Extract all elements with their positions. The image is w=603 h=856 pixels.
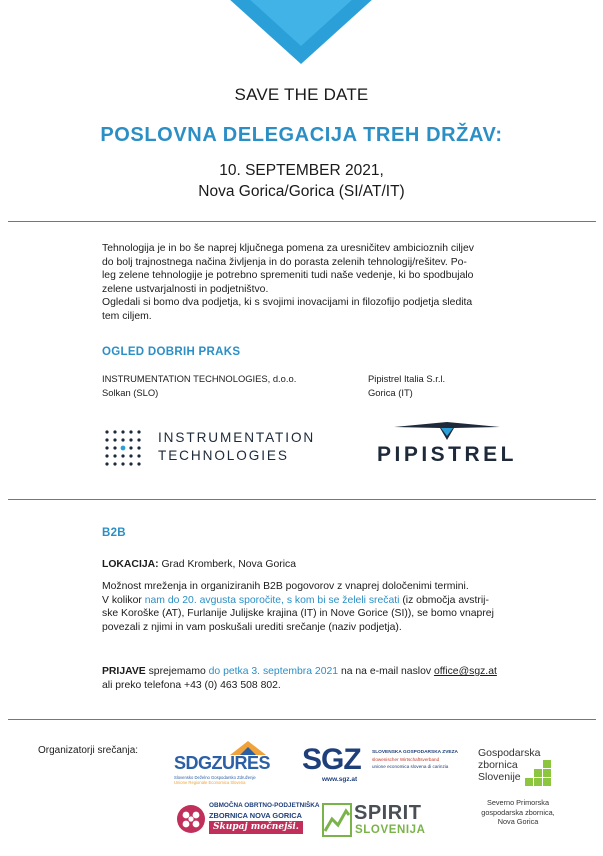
divider xyxy=(8,499,596,500)
gzs-squares-icon xyxy=(524,760,552,788)
registration-info xyxy=(102,665,552,692)
company-instrumentation xyxy=(102,372,296,400)
sdgz-sub2: Unione Regionale Economica Slovena xyxy=(174,780,246,785)
spirit-emblem-icon xyxy=(322,803,352,837)
spirit-slovenija-logo xyxy=(322,803,442,841)
sgz-logo xyxy=(302,745,482,785)
b2b-location xyxy=(102,558,542,572)
intro-line: zelene ustvarjalnosti in podjetništvo. xyxy=(102,283,269,295)
sdgz-sub1: Slovensko Deželno Gospodarsko Združenje xyxy=(174,775,256,780)
intro-line: tem ciljem. xyxy=(102,310,152,322)
b2b-line: Možnost mreženja in organiziranih B2B pogovorov z vnaprej določenimi termini. xyxy=(102,581,469,592)
apply-text: na na e-mail naslov xyxy=(338,666,434,677)
logo-text-line1: INSTRUMENTATION xyxy=(158,430,316,445)
logo-text-line2: TECHNOLOGIES xyxy=(158,448,289,463)
location-label: LOKACIJA: xyxy=(102,559,159,570)
intro-line: leg zelene tehnologije je potrebno spremeniti tudi naše vedenje, ki bo spodbujalo xyxy=(102,270,474,282)
sgz-sub3: unione economica slovena di carinzia xyxy=(372,764,449,769)
gzs-line: Gospodarska xyxy=(478,747,541,759)
company-pipistrel xyxy=(368,372,445,400)
b2b-highlight: nam do 20. avgusta sporočite, s kom bi se želeli srečati xyxy=(144,594,400,606)
registration-line xyxy=(102,665,552,679)
intro-line: do bolj trajnostnega načina življenja in do porasta zelenih tehnologij/rešitev. Po- xyxy=(102,256,467,268)
page-title: POSLOVNA DELEGACIJA TREH DRŽAV: xyxy=(100,124,503,146)
chevron-down-graphic xyxy=(228,0,374,64)
email-link[interactable]: office@sgz.at xyxy=(433,666,497,677)
oozng-line1: OBMOČNA OBRTNO-PODJETNIŠKA xyxy=(209,802,320,809)
pipistrel-logo xyxy=(366,420,528,466)
organizers-label: Organizatorji srečanja: xyxy=(38,745,139,756)
b2b-line xyxy=(102,594,542,608)
instrumentation-technologies-logo xyxy=(104,427,316,467)
gzs-sub: Nova Gorica xyxy=(497,817,539,826)
intro-line: Tehnologija je in bo še naprej ključnega pomena za uresničitev ambicioznih ciljev xyxy=(102,243,474,254)
apply-deadline: do petka 3. septembra 2021 xyxy=(208,666,339,677)
divider xyxy=(8,221,596,222)
oozng-slogan: Skupaj močnejši. xyxy=(209,821,303,834)
oozng-emblem-icon xyxy=(176,804,206,834)
dots-grid-icon xyxy=(104,429,142,467)
oozng-logo xyxy=(176,802,320,842)
gzs-logo xyxy=(478,747,588,787)
b2b-text: V kolikor xyxy=(102,594,145,606)
wing-icon xyxy=(394,420,500,442)
save-the-date: SAVE THE DATE xyxy=(234,85,369,104)
event-date: 10. SEPTEMBER 2021, xyxy=(219,162,384,179)
intro-paragraph xyxy=(102,242,542,324)
gzs-sub: Severno Primorska xyxy=(486,798,550,807)
oozng-line2: ZBORNICA NOVA GORICA xyxy=(209,811,302,820)
gzs-subtitle xyxy=(468,798,568,827)
sgz-sub2: slowenischer Wirtschaftsverband xyxy=(372,757,440,762)
company-name: Pipistrel Italia S.r.l. xyxy=(368,373,446,384)
sdgz-wordmark: SDGZURES xyxy=(174,753,271,773)
sgz-sub1: SLOVENSKA GOSPODARSKA ZVEZA xyxy=(372,750,458,755)
event-place: Nova Gorica/Gorica (SI/AT/IT) xyxy=(198,183,405,200)
sgz-wordmark: SGZ xyxy=(302,743,361,776)
apply-label: PRIJAVE xyxy=(102,666,146,677)
sdgz-ures-logo xyxy=(174,741,270,787)
pipistrel-wordmark: PIPISTREL xyxy=(376,443,518,466)
spirit-sub: SLOVENIJA xyxy=(355,824,426,836)
company-location: Gorica (IT) xyxy=(368,387,413,398)
divider xyxy=(8,719,596,720)
good-practice-title: OGLED DOBRIH PRAKS xyxy=(102,346,241,358)
apply-text: sprejemamo xyxy=(145,666,209,677)
b2b-text: (iz območja avstrij- xyxy=(399,594,489,606)
gzs-line: zbornica xyxy=(478,759,518,771)
b2b-title: B2B xyxy=(102,527,126,539)
b2b-line: povezali z njimi in vam poskušali urediti srečanje (naziv podjetja). xyxy=(102,621,402,633)
company-name: INSTRUMENTATION TECHNOLOGIES, d.o.o. xyxy=(102,373,297,384)
company-location: Solkan (SLO) xyxy=(102,387,159,398)
spirit-wordmark: SPIRIT xyxy=(354,802,422,824)
b2b-paragraph xyxy=(102,580,542,634)
intro-line: Ogledali si bomo dva podjetja, ki s svojimi inovacijami in filozofijo podjetja sledita xyxy=(102,297,473,309)
gzs-line: Slovenije xyxy=(478,771,521,783)
sgz-web: www.sgz.at xyxy=(322,776,358,783)
location-value: Grad Kromberk, Nova Gorica xyxy=(158,559,297,570)
gzs-sub: gospodarska zbornica, xyxy=(481,807,555,817)
b2b-line: ske Koroške (AT), Furlanije Julijske krajina (IT) in Nove Gorice (SI)), se bomo vnaprej xyxy=(102,608,494,620)
registration-phone: ali preko telefona +43 (0) 463 508 802. xyxy=(102,679,281,691)
